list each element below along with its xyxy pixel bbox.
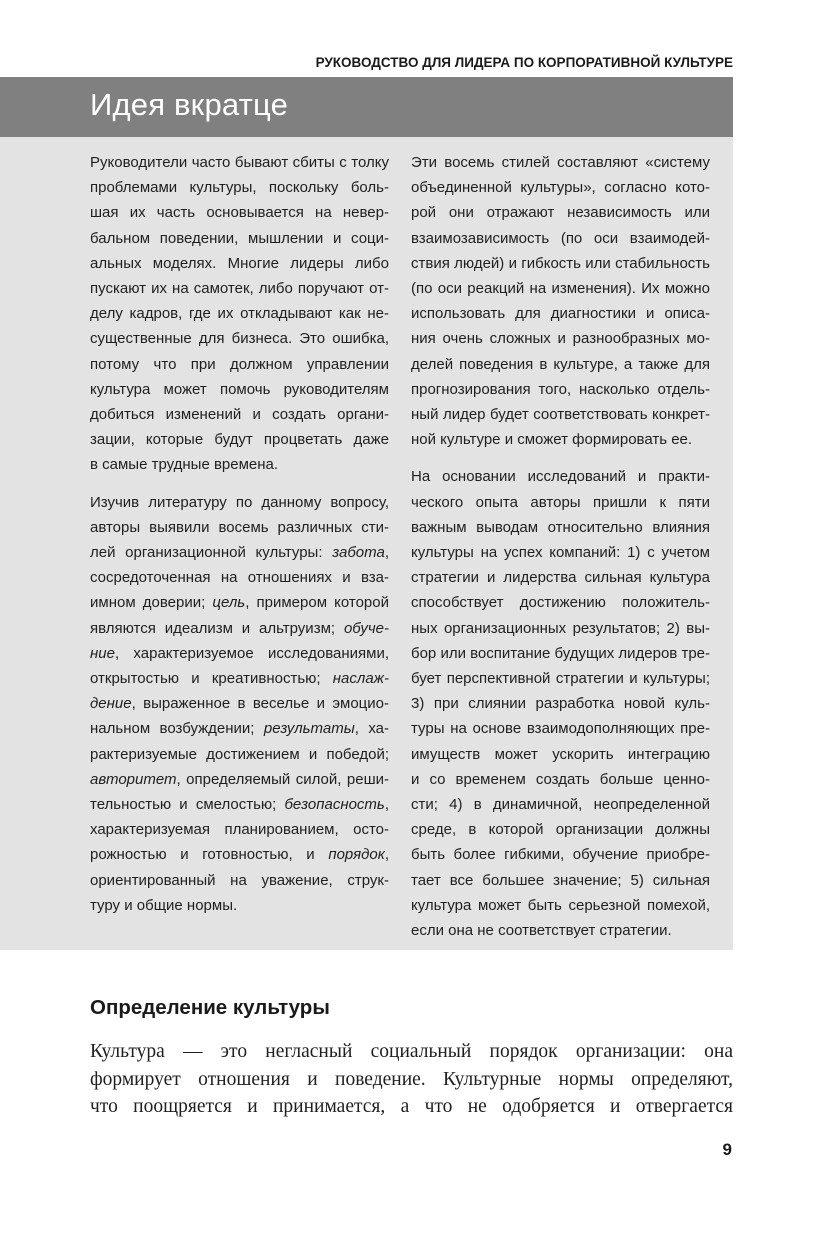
text-line: делу кадров, где их откладывают как не- [90, 305, 389, 323]
text-line [90, 616, 389, 641]
text-run: , [384, 544, 389, 562]
text-line: бальном поведении, мышлении и соци- [90, 229, 389, 247]
text-line: ния очень сложных и разнообразных мо- [411, 330, 710, 348]
text-line: ориентированный на уважение, струк- [90, 871, 389, 889]
text-line: сти; 4) в динамичной, неопределенной [411, 796, 710, 814]
text-line: туру и общие нормы. [90, 896, 238, 914]
text-line: делей поведения в культуре, а также для [411, 355, 710, 373]
text-line [90, 792, 389, 817]
text-line: характеризуемая планированием, осто- [90, 821, 389, 839]
style-name: авторитет [90, 770, 177, 788]
text-run: рожностью и готовностью, и [90, 846, 329, 864]
text-line: имуществ может ускорить интеграцию [411, 745, 710, 763]
text-run: , [384, 796, 389, 814]
text-line: На основании исследований и практи- [411, 468, 710, 486]
text-line: ческого опыта авторы пришли к пяти [411, 493, 710, 511]
text-line: прогнозирования того, насколько отдель- [411, 380, 710, 398]
text-run: лей организационной культуры: [90, 544, 333, 562]
text-run: , [384, 846, 389, 864]
text-line: пускают их на самотек, либо поручают от- [90, 280, 389, 298]
summary-title-bar [0, 77, 733, 137]
text-line: проблемами культуры, поскольку боль- [90, 179, 389, 197]
text-run: , выраженное в веселье и эмоцио- [131, 695, 389, 713]
summary-left-column [90, 150, 389, 930]
text-line [90, 641, 389, 666]
text-line: культура может помочь руководителям [90, 380, 389, 398]
style-name: дение [90, 695, 132, 713]
summary-right-paragraph-1 [411, 150, 710, 452]
text-line: 3) при слиянии разработка новой куль- [411, 695, 710, 713]
text-line: Изучив литературу по данному вопросу, [90, 493, 389, 511]
text-line [90, 716, 389, 741]
text-run: нальном возбуждении; [90, 720, 264, 738]
text-line: тает все большее значение; 5) сильная [411, 871, 710, 889]
text-line: и со временем создать больше ценно- [411, 770, 710, 788]
summary-left-paragraph-1 [90, 150, 389, 478]
text-line [90, 767, 389, 792]
text-line: взаимозависимость (по оси взаимодей- [411, 229, 710, 247]
text-line: бор или воспитание будущих лидеров тре- [411, 644, 710, 662]
text-line: Эти восемь стилей составляют «систему [411, 154, 710, 171]
text-line [90, 540, 389, 565]
text-line: в самые трудные времена. [90, 456, 279, 474]
text-line: шая их часть основывается на невер- [90, 204, 389, 222]
text-line: способствует достижению положитель- [411, 594, 710, 612]
text-run: тельностью и смелостью; [90, 796, 285, 814]
text-line: ный лидер будет соответствовать конкрет- [411, 406, 710, 424]
text-line: сосредоточенная на отношениях и вза- [90, 569, 389, 587]
text-line: использовать для диагностики и описа- [411, 305, 710, 323]
text-line: зации, которые будут процветать даже [90, 431, 389, 449]
text-line [90, 691, 389, 716]
summary-right-column [411, 150, 710, 955]
summary-title: Идея вкратце [90, 87, 289, 122]
text-run: открытостью и креативностью; [90, 670, 333, 688]
text-line: добиться изменений и создать органи- [90, 406, 389, 424]
style-name: цель [212, 594, 246, 612]
text-line: быть более гибкими, обучение приобре- [411, 846, 710, 864]
text-line: альных моделях. Многие лидеры либо [90, 254, 389, 272]
text-line: рактеризуемые достижением и победой; [90, 745, 389, 763]
section-body [90, 1038, 733, 1121]
section-heading: Определение культуры [90, 996, 330, 1019]
text-line: культура может быть серьезной помехой, [411, 896, 710, 914]
text-run: являются идеализм и альтруизм; [90, 619, 344, 637]
text-run: , ха- [354, 720, 389, 738]
text-run: имном доверии; [90, 594, 213, 612]
text-line: рой они отражают независимость или [411, 204, 710, 222]
text-line: туры на основе взаимодополняющих пре- [411, 720, 710, 738]
summary-right-paragraph-2 [411, 464, 710, 943]
text-line: важным выводам относительно влияния [411, 518, 710, 536]
running-head: РУКОВОДСТВО ДЛЯ ЛИДЕРА ПО КОРПОРАТИВНОЙ КУЛЬТУРЕ [315, 55, 733, 70]
text-line: стратегии и лидерства сильная культура [411, 569, 710, 587]
style-name: порядок [328, 846, 385, 864]
text-line: бует перспективной стратегии и культуры; [411, 670, 710, 688]
text-line: ных организационных результатов; 2) вы- [411, 619, 710, 637]
text-run: , определяемый силой, реши- [176, 770, 389, 788]
text-line [90, 590, 389, 615]
text-line [90, 842, 389, 867]
text-line: авторы выявили восемь различных сти- [90, 518, 389, 536]
text-line: среде, в которой организации должны [411, 821, 710, 839]
page-number: 9 [722, 1140, 732, 1159]
text-line: Руководители часто бывают сбиты с толку [90, 154, 389, 171]
text-line: формирует отношения и поведение. Культурные нормы определяют, [90, 1068, 733, 1090]
style-name: наслаж- [332, 670, 389, 688]
style-name: ние [90, 644, 115, 662]
style-name: результаты [263, 720, 355, 738]
text-line: ствия людей) и гибкость или стабильность [411, 254, 710, 272]
text-line: Культура — это негласный социальный порядок организации: она [90, 1041, 733, 1062]
text-line: что поощряется и принимается, а что не одобряется и отвергается [90, 1096, 733, 1117]
style-name: обуче- [343, 619, 389, 637]
text-line: объединенной культуры», согласно кото- [411, 179, 710, 197]
text-line: ной культуре и сможет формировать ее. [411, 431, 693, 449]
text-line: если она не соответствует стратегии. [411, 922, 672, 940]
style-name: безопасность [284, 796, 385, 814]
text-line [90, 666, 389, 691]
text-run: , примером которой [245, 594, 389, 612]
text-line: потому что при должном управлении [90, 355, 389, 373]
text-run: , характеризуемое исследованиями, [114, 644, 389, 662]
style-name: забота [332, 544, 385, 562]
text-line: культуры на успех компаний: 1) с учетом [411, 544, 710, 562]
summary-left-paragraph-2 [90, 490, 389, 918]
text-line: (по оси реакций на изменения). Их можно [411, 280, 710, 298]
text-line: существенные для бизнеса. Это ошибка, [90, 330, 389, 348]
